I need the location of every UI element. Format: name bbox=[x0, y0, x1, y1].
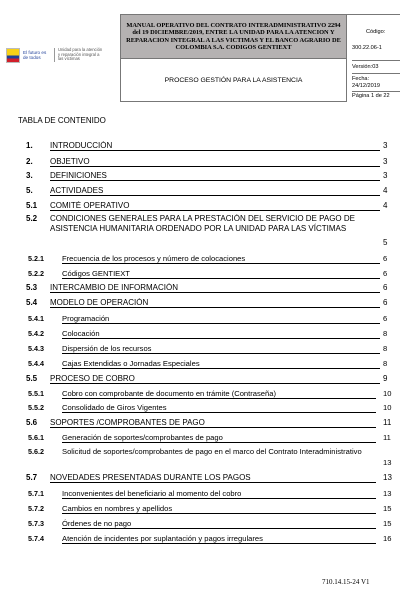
toc-entry-page: 8 bbox=[383, 344, 388, 353]
toc-entry-number: 5.4.4 bbox=[28, 359, 44, 368]
page-indicator: Página 1 de 22 bbox=[352, 93, 390, 99]
toc-entry-number: 5.4.1 bbox=[28, 314, 44, 323]
toc-entry-page: 6 bbox=[383, 283, 388, 292]
toc-entry-number: 5.6 bbox=[26, 418, 38, 427]
toc-entry-page: 10 bbox=[383, 389, 392, 398]
toc-entry-page: 11 bbox=[383, 418, 392, 427]
toc-entry-number: 5.5.2 bbox=[28, 403, 44, 412]
toc-entry-page: 6 bbox=[383, 298, 388, 307]
toc-entry-page: 3 bbox=[383, 171, 388, 180]
toc-entry-title: SOPORTES /COMPROBANTES DE PAGO bbox=[50, 418, 376, 428]
toc-entry-number: 5. bbox=[26, 186, 33, 195]
toc-entry-title: ACTIVIDADES bbox=[50, 186, 380, 196]
process-name: PROCESO GESTIÓN PARA LA ASISTENCIA bbox=[120, 59, 347, 102]
toc-entry-page: 3 bbox=[383, 157, 388, 166]
toc-entry-title: MODELO DE OPERACIÓN bbox=[50, 298, 380, 308]
toc-entry-page: 8 bbox=[383, 359, 388, 368]
toc-entry-number: 5.7 bbox=[26, 473, 38, 482]
toc-entry-number: 5.3 bbox=[26, 283, 38, 292]
toc-entry-number: 5.7.2 bbox=[28, 504, 44, 513]
toc-entry-number: 5.2 bbox=[26, 214, 38, 223]
footer-code: 710.14.15-24 V1 bbox=[322, 578, 370, 586]
toc-entry-number: 5.4.2 bbox=[28, 329, 44, 338]
toc-entry-number: 5.5.1 bbox=[28, 389, 44, 398]
toc-entry-number: 5.7.1 bbox=[28, 489, 44, 498]
toc-entry-number: 5.7.3 bbox=[28, 519, 44, 528]
toc-entry-title: Solicitud de soportes/comprobantes de pago en el marco del Contrato Interadministrativo bbox=[62, 447, 362, 456]
toc-entry-title: Cajas Extendidas o Jornadas Especiales bbox=[62, 359, 380, 369]
toc-entry-title: Órdenes de no pago bbox=[62, 519, 376, 529]
toc-entry-title: Atención de incidentes por suplantación y pagos irregulares bbox=[62, 534, 376, 544]
date-label: Fecha: bbox=[352, 76, 370, 82]
toc-entry-title: DEFINICIONES bbox=[50, 171, 380, 181]
toc-entry-number: 3. bbox=[26, 171, 33, 180]
toc-entry-title: INTRODUCCIÓN bbox=[50, 141, 380, 151]
toc-entry-page: 6 bbox=[383, 254, 388, 263]
toc-entry-title: Cambios en nombres y apellidos bbox=[62, 504, 376, 514]
toc-entry-title: INTERCAMBIO DE INFORMACIÓN bbox=[50, 283, 380, 293]
toc-entry-title: OBJETIVO bbox=[50, 157, 380, 167]
toc-entry-title: CONDICIONES GENERALES PARA LA PRESTACIÓN DEL SERVICIO DE PAGO DE ASISTENCIA HUMANITARIA ORDENADO POR LA UNIDAD PARA LAS VÍCTIMAS bbox=[50, 214, 355, 233]
toc-entry-page: 6 bbox=[383, 314, 388, 323]
toc-entry-number: 5.4.3 bbox=[28, 344, 44, 353]
code-value: 300.22.06-1 bbox=[352, 45, 382, 51]
toc-entry-page: 16 bbox=[383, 534, 392, 543]
toc-entry-number: 5.2.1 bbox=[28, 254, 44, 263]
toc-entry-number: 5.2.2 bbox=[28, 269, 44, 278]
toc-entry-page: 10 bbox=[383, 403, 392, 412]
toc-entry-page: 6 bbox=[383, 269, 388, 278]
toc-entry-number: 5.1 bbox=[26, 201, 38, 210]
code-label: Código: bbox=[366, 29, 386, 35]
toc-entry-page: 13 bbox=[383, 473, 392, 482]
toc-entry-number: 5.6.2 bbox=[28, 447, 44, 456]
toc-entry-title: Frecuencia de los procesos y número de colocaciones bbox=[62, 254, 380, 264]
toc-entry-number: 2. bbox=[26, 157, 33, 166]
toc-entry-page: 4 bbox=[383, 201, 388, 210]
toc-entry-number: 1. bbox=[26, 141, 33, 150]
toc-heading: TABLA DE CONTENIDO bbox=[18, 116, 106, 125]
toc-entry-page: 15 bbox=[383, 519, 392, 528]
toc-entry-title: Generación de soportes/comprobantes de pago bbox=[62, 433, 376, 443]
toc-entry-page: 11 bbox=[383, 433, 391, 442]
toc-entry-title: COMITÉ OPERATIVO bbox=[50, 201, 380, 211]
toc-entry-page: 9 bbox=[383, 374, 388, 383]
toc-entry-title: Consolidado de Giros Vigentes bbox=[62, 403, 376, 413]
toc-entry-number: 5.6.1 bbox=[28, 433, 44, 442]
toc-entry-number: 5.4 bbox=[26, 298, 38, 307]
toc-entry-title: NOVEDADES PRESENTADAS DURANTE LOS PAGOS bbox=[50, 473, 376, 483]
toc-entry-title: Inconvenientes del beneficiario al momento del cobro bbox=[62, 489, 376, 499]
toc-entry-number: 5.5 bbox=[26, 374, 38, 383]
toc-entry-page: 13 bbox=[383, 489, 392, 498]
brand-text: El futuro es de todos bbox=[23, 50, 47, 60]
version: Versión:03 bbox=[352, 64, 379, 70]
toc-entry-page: 4 bbox=[383, 186, 388, 195]
toc-entry-title: Colocación bbox=[62, 329, 380, 339]
toc-entry-title: Programación bbox=[62, 314, 380, 324]
toc-entry-title: Dispersión de los recursos bbox=[62, 344, 380, 354]
toc-entry-title: Cobro con comprobante de documento en trámite (Contraseña) bbox=[62, 389, 376, 399]
toc-entry-page: 15 bbox=[383, 504, 392, 513]
date-value: 24/12/2019 bbox=[352, 83, 380, 89]
toc-entry-title: PROCESO DE COBRO bbox=[50, 374, 380, 384]
toc-entry-page: 13 bbox=[383, 458, 392, 467]
toc-entry-page: 3 bbox=[383, 141, 388, 150]
unit-text: Unidad para la atención y reparación integral a las víctimas bbox=[58, 47, 103, 62]
toc-entry-number: 5.7.4 bbox=[28, 534, 44, 543]
toc-entry-page: 5 bbox=[383, 238, 388, 247]
toc-entry-page: 8 bbox=[383, 329, 388, 338]
document-title: MANUAL OPERATIVO DEL CONTRATO INTERADMINISTRATIVO 2294 del 19 DICIEMBRE/2019, ENTRE LA UNIDAD PARA LA ATENCION Y REPARACION INTEGRAL A LAS VICTIMAS Y EL BANCO AGRARIO DE COLOMBIA S.A. CODIGOS GENTIEXT bbox=[126, 22, 341, 51]
toc-entry-title: Códigos GENTIEXT bbox=[62, 269, 380, 279]
